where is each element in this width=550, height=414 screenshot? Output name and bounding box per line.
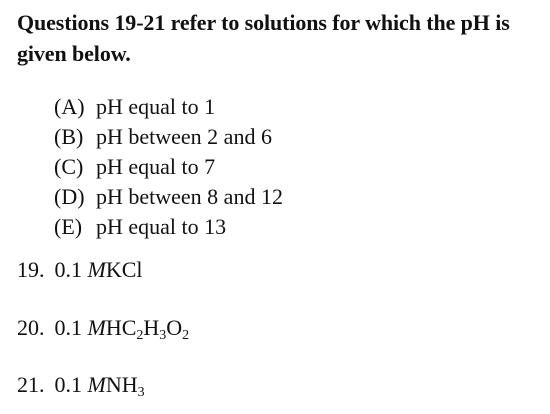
choice-letter: (E) [54, 214, 83, 239]
choice-text: pH equal to 1 [96, 94, 216, 119]
formula-part: O [166, 315, 183, 340]
question-21 [17, 371, 145, 399]
question-number: 20. [17, 315, 45, 340]
choice-text: pH equal to 7 [96, 154, 216, 179]
choice-letter: (C) [54, 154, 84, 179]
question-19 [17, 256, 143, 284]
formula-part: HC [105, 315, 137, 340]
formula-subscript: 2 [182, 328, 190, 343]
formula-part: KCl [105, 257, 143, 282]
choice-letter: (B) [54, 124, 84, 149]
molarity-unit: M [87, 315, 106, 340]
formula-subscript: 3 [137, 385, 145, 400]
chemical-formula [105, 372, 145, 400]
choice-b [54, 122, 283, 152]
molarity-unit: M [87, 372, 106, 397]
question-number: 19. [17, 257, 45, 282]
concentration: 0.1 [54, 315, 82, 340]
formula-part: H [143, 315, 160, 340]
choice-text: pH between 8 and 12 [96, 184, 283, 209]
question-20 [17, 314, 189, 342]
choice-letter: (A) [54, 94, 85, 119]
formula-part: NH [105, 372, 138, 397]
choice-a [54, 92, 283, 122]
concentration: 0.1 [54, 257, 82, 282]
formula-subscript: 2 [136, 328, 144, 343]
formula-subscript: 3 [159, 328, 167, 343]
question-number: 21. [17, 372, 45, 397]
choice-letter: (D) [54, 184, 85, 209]
molarity-unit: M [87, 257, 106, 282]
choice-e [54, 212, 283, 242]
choice-c [54, 152, 283, 182]
chemical-formula [105, 315, 190, 343]
choice-d [54, 182, 283, 212]
question-set-heading: Questions 19-21 refer to solutions for which the pH is given below. [17, 10, 510, 66]
concentration: 0.1 [54, 372, 82, 397]
choice-text: pH between 2 and 6 [96, 124, 272, 149]
chemical-formula [106, 257, 143, 282]
answer-choices [54, 92, 283, 242]
choice-text: pH equal to 13 [96, 214, 227, 239]
